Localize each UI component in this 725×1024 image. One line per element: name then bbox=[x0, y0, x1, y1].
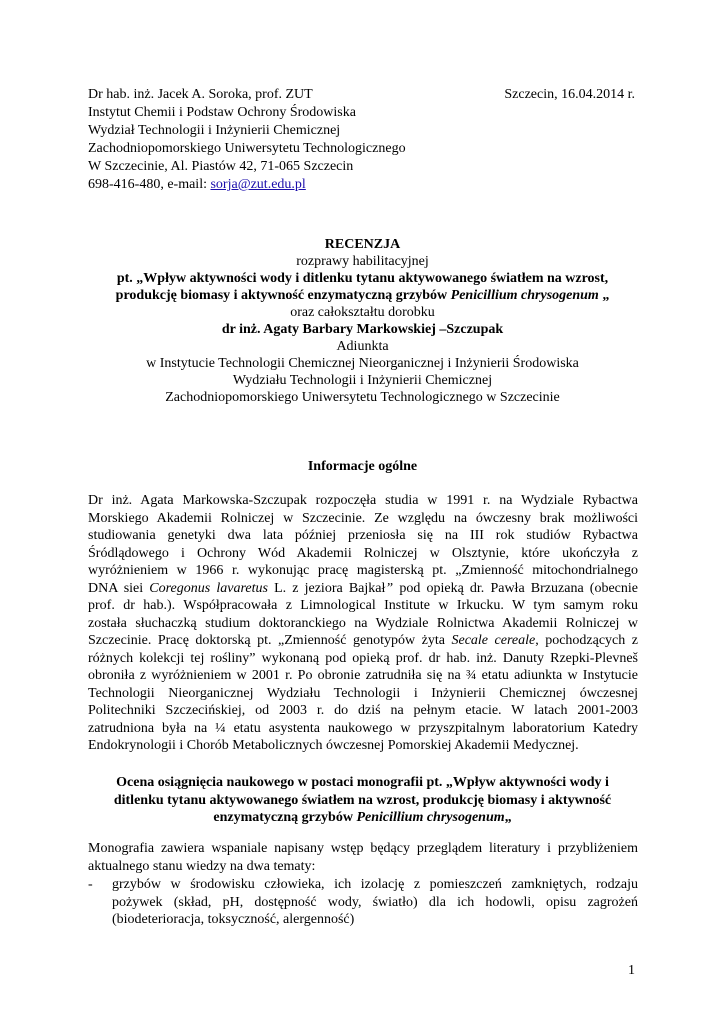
date: Szczecin, 16.04.2014 r. bbox=[504, 87, 635, 102]
document-title: RECENZJA bbox=[324, 237, 401, 252]
species-name: Penicillium chrysogenum bbox=[356, 810, 505, 825]
list-line: (biodeterioracja, toksyczność, alergenność) bbox=[112, 912, 355, 927]
title-line-3-text: produkcję biomasy i aktywność enzymatyczną grzybów bbox=[115, 288, 451, 303]
para-line: różnych kolekcji tej rośliny” wykonaną pod opieką prof. dr hab. inż. Danuty Rzepki-Plevneš bbox=[88, 650, 638, 666]
para-line: Monografia zawiera wspaniale napisany wstęp będący przeglądem literatury i przybliżeniem bbox=[88, 841, 638, 856]
para-line: Technologii Nieorganicznej Wydziału Technologii i Inżynierii Chemicznej ówczesnej bbox=[88, 685, 638, 701]
para-line: Endokrynologii i Chorób Metabolicznych ówczesnej Pomorskiej Akademii Medycznej. bbox=[88, 738, 579, 753]
title-block bbox=[60, 236, 665, 406]
para-line-species bbox=[88, 580, 638, 598]
position: Adiunkta bbox=[336, 339, 389, 354]
para-line: aktualnego stanu wiedzy na dwa tematy: bbox=[88, 858, 316, 874]
section-heading-evaluation bbox=[60, 774, 665, 827]
para-line: została słuchaczką studium doktoranckiego na Wydziale Rolnictwa Akademii Rolniczej w bbox=[88, 615, 638, 631]
text: DNA siei bbox=[88, 580, 150, 596]
para-line: Śródlądowego i Ochrony Wód Akademii Rolniczej w Olsztynie, które ukończyła z bbox=[88, 545, 638, 561]
title-line-7: w Instytucie Technologii Chemicznej Nieorganicznej i Inżynierii Środowiska bbox=[146, 356, 579, 371]
title-line-3-end: „ bbox=[598, 288, 610, 303]
title-line-3-species: Penicillium chrysogenum bbox=[450, 288, 599, 303]
institute-name: Instytut Chemii i Podstaw Ochrony Środowiska bbox=[88, 105, 356, 120]
para-line: Politechniki Szczecińskiej, od 2003 r. do dziś na pełnym etacie. W latach 2001-2003 bbox=[88, 703, 638, 718]
text: enzymatyczną grzybów bbox=[213, 810, 357, 825]
title-line-8: Wydziału Technologii i Inżynierii Chemicznej bbox=[232, 373, 493, 388]
text: Szczecinie. Pracę doktorską pt. „Zmienność genotypów żyta bbox=[88, 633, 452, 648]
faculty-name: Wydział Technologii i Inżynierii Chemicznej bbox=[88, 123, 341, 138]
page-number: 1 bbox=[628, 963, 635, 978]
address: W Szczecinie, Al. Piastów 42, 71-065 Szczecin bbox=[88, 159, 354, 174]
text: pod opieką dr. Pawła Brzuzana (obecnie bbox=[393, 580, 638, 596]
contact-line bbox=[88, 176, 406, 194]
para-line: prof. dr hab.). Współpracowała z Limnological Institute w Irkucku. W tym samym roku bbox=[88, 598, 638, 613]
text: ” bbox=[385, 580, 394, 596]
para-line: obroniła z wyróżnieniem w 2001 r. Po obronie zatrudniła się na ¾ etatu adiunkta w Instytucie bbox=[88, 668, 638, 683]
para-line-secale bbox=[88, 632, 638, 650]
email-link[interactable]: sorja@zut.edu.pl bbox=[210, 177, 306, 192]
title-line-4: oraz całokształtu dorobku bbox=[290, 305, 435, 320]
author-name: Dr hab. inż. Jacek A. Soroka, prof. ZUT bbox=[88, 87, 313, 102]
paragraph-general bbox=[88, 492, 638, 755]
heading-line: ditlenku tytanu aktywowanego światłem na wzrost, produkcję biomasy i aktywność bbox=[113, 792, 612, 808]
para-line: Morskiego Akademii Rolniczej w Szczecinie. Ze względu na ówczesny brak możliwości bbox=[88, 510, 638, 526]
title-line-2: pt. „Wpływ aktywności wody i ditlenku tytanu aktywowanego światłem na wzrost, bbox=[116, 271, 609, 286]
university-name: Zachodniopomorskiego Uniwersytetu Technologicznego bbox=[88, 141, 406, 156]
para-line: Dr inż. Agata Markowska-Szczupak rozpoczęła studia w 1991 r. na Wydziale Rybactwa bbox=[88, 493, 638, 508]
heading-line: Ocena osiągnięcia naukowego w postaci monografii pt. „Wpływ aktywności wody i bbox=[116, 775, 609, 790]
text: L. z jeziora Bajkał bbox=[267, 580, 386, 596]
text: , pochodzących z bbox=[535, 633, 638, 648]
list-item-text bbox=[112, 876, 638, 929]
species-name: Coregonus lavaretus bbox=[149, 580, 268, 596]
species-name: Secale cereale bbox=[451, 633, 536, 648]
phone: 698-416-480, e-mail: bbox=[88, 177, 211, 192]
section-heading-general: Informacje ogólne bbox=[307, 459, 418, 474]
paragraph-monograph bbox=[88, 840, 638, 875]
para-line: zatrudniona była na ¼ etatu asystenta naukowego w przyszpitalnym laboratorium Katedry bbox=[88, 720, 638, 736]
para-line: wyróżnieniem w 1966 r. wykonując pracę magisterską pt. „Zmienność mitochondrialnego bbox=[88, 563, 638, 578]
list-item bbox=[88, 876, 638, 930]
list-line: pożywek (skład, pH, dostępność wody, światło) dla ich hodowli, opisu zagrożeń bbox=[112, 894, 638, 910]
title-line-1: rozprawy habilitacyjnej bbox=[296, 254, 429, 269]
sender-block bbox=[88, 86, 406, 194]
heading-line bbox=[60, 809, 665, 827]
list-line: grzybów w środowisku człowieka, ich izolację z pomieszczeń zamkniętych, rodzaju bbox=[112, 877, 638, 892]
title-line-3 bbox=[60, 287, 665, 304]
bullet-dash: - bbox=[88, 877, 93, 892]
text: „ bbox=[504, 810, 512, 825]
candidate-name: dr inż. Agaty Barbary Markowskiej –Szczupak bbox=[221, 322, 504, 337]
para-line: studiowania genetyki dwa lata później przeniosła się na III rok studiów Rybactwa bbox=[88, 528, 638, 543]
title-line-9: Zachodniopomorskiego Uniwersytetu Technologicznego w Szczecinie bbox=[165, 390, 560, 405]
